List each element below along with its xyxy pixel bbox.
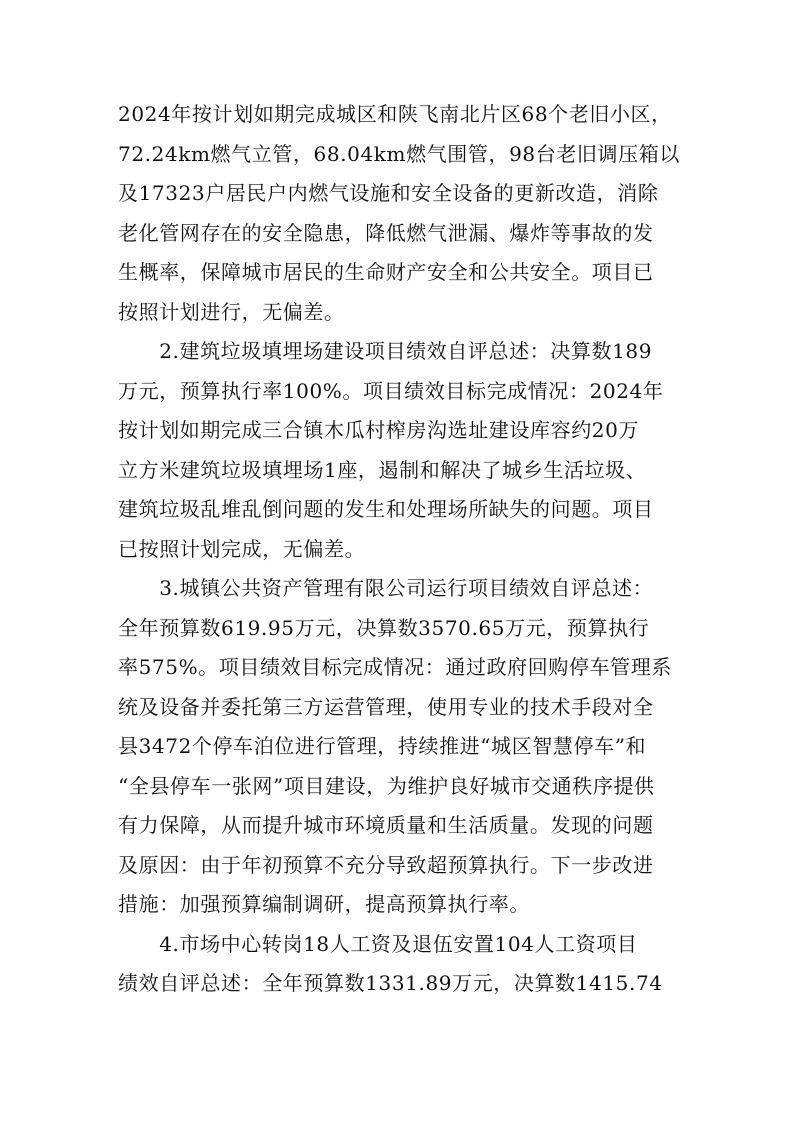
text-line: 县3472个停车泊位进行管理，持续推进“城区智慧停车”和 [118,734,647,758]
text-line: 立方米建筑垃圾填埋场1座，遏制和解决了城乡生活垃圾、 [118,457,647,482]
text-line: 老化管网存在的安全隐患，降低燃气泄漏、爆炸等事故的发 [118,220,654,245]
text-line: 统及设备并委托第三方运营管理，使用专业的技术手段对全 [118,694,654,719]
paragraph-4-start: 4.市场中心转岗18人工资及退伍安置104人工资项目 [118,931,638,956]
text-line: 按计划如期完成三合镇木瓜村榨房沟选址建设库容约20万 [118,418,640,442]
text-line: 及原因：由于年初预算不充分导致超预算执行。下一步改进 [118,852,654,877]
paragraph-2-start: 2.建筑垃圾填埋场建设项目绩效自评总述：决算数189 [118,339,653,363]
text-line: 按照计划进行，无偏差。 [118,299,345,324]
text-line: 72.24km燃气立管，68.04km燃气围管，98台老旧调压箱以 [118,141,680,166]
text-line: 已按照计划完成，无偏差。 [118,536,366,561]
text-line: 生概率，保障城市居民的生命财产安全和公共安全。项目已 [118,260,654,284]
text-line: 2024年按计划如期完成城区和陕飞南北片区68个老旧小区， [118,102,672,126]
text-line: 万元，预算执行率100%。项目绩效目标完成情况：2024年 [118,378,664,403]
text-line: 有力保障，从而提升城市环境质量和生活质量。发现的问题 [118,813,654,837]
text-line: 措施：加强预算编制调研，提高预算执行率。 [118,892,530,916]
text-line: 绩效自评总述：全年预算数1331.89万元，决算数1415.74 [118,971,663,995]
paragraph-3-start: 3.城镇公共资产管理有限公司运行项目绩效自评总述： [118,576,654,600]
text-line: 全年预算数619.95万元，决算数3570.65万元，预算执行 [118,615,650,640]
text-line: “全县停车一张网”项目建设，为维护良好城市交通秩序提供 [118,773,655,798]
text-line: 建筑垃圾乱堆乱倒问题的发生和处理场所缺失的问题。项目 [118,497,654,521]
text-line: 及17323户居民户内燃气设施和安全设备的更新改造，消除 [118,181,659,205]
document-body [118,95,688,1004]
text-line: 率575%。项目绩效目标完成情况：通过政府回购停车管理系 [118,655,672,679]
